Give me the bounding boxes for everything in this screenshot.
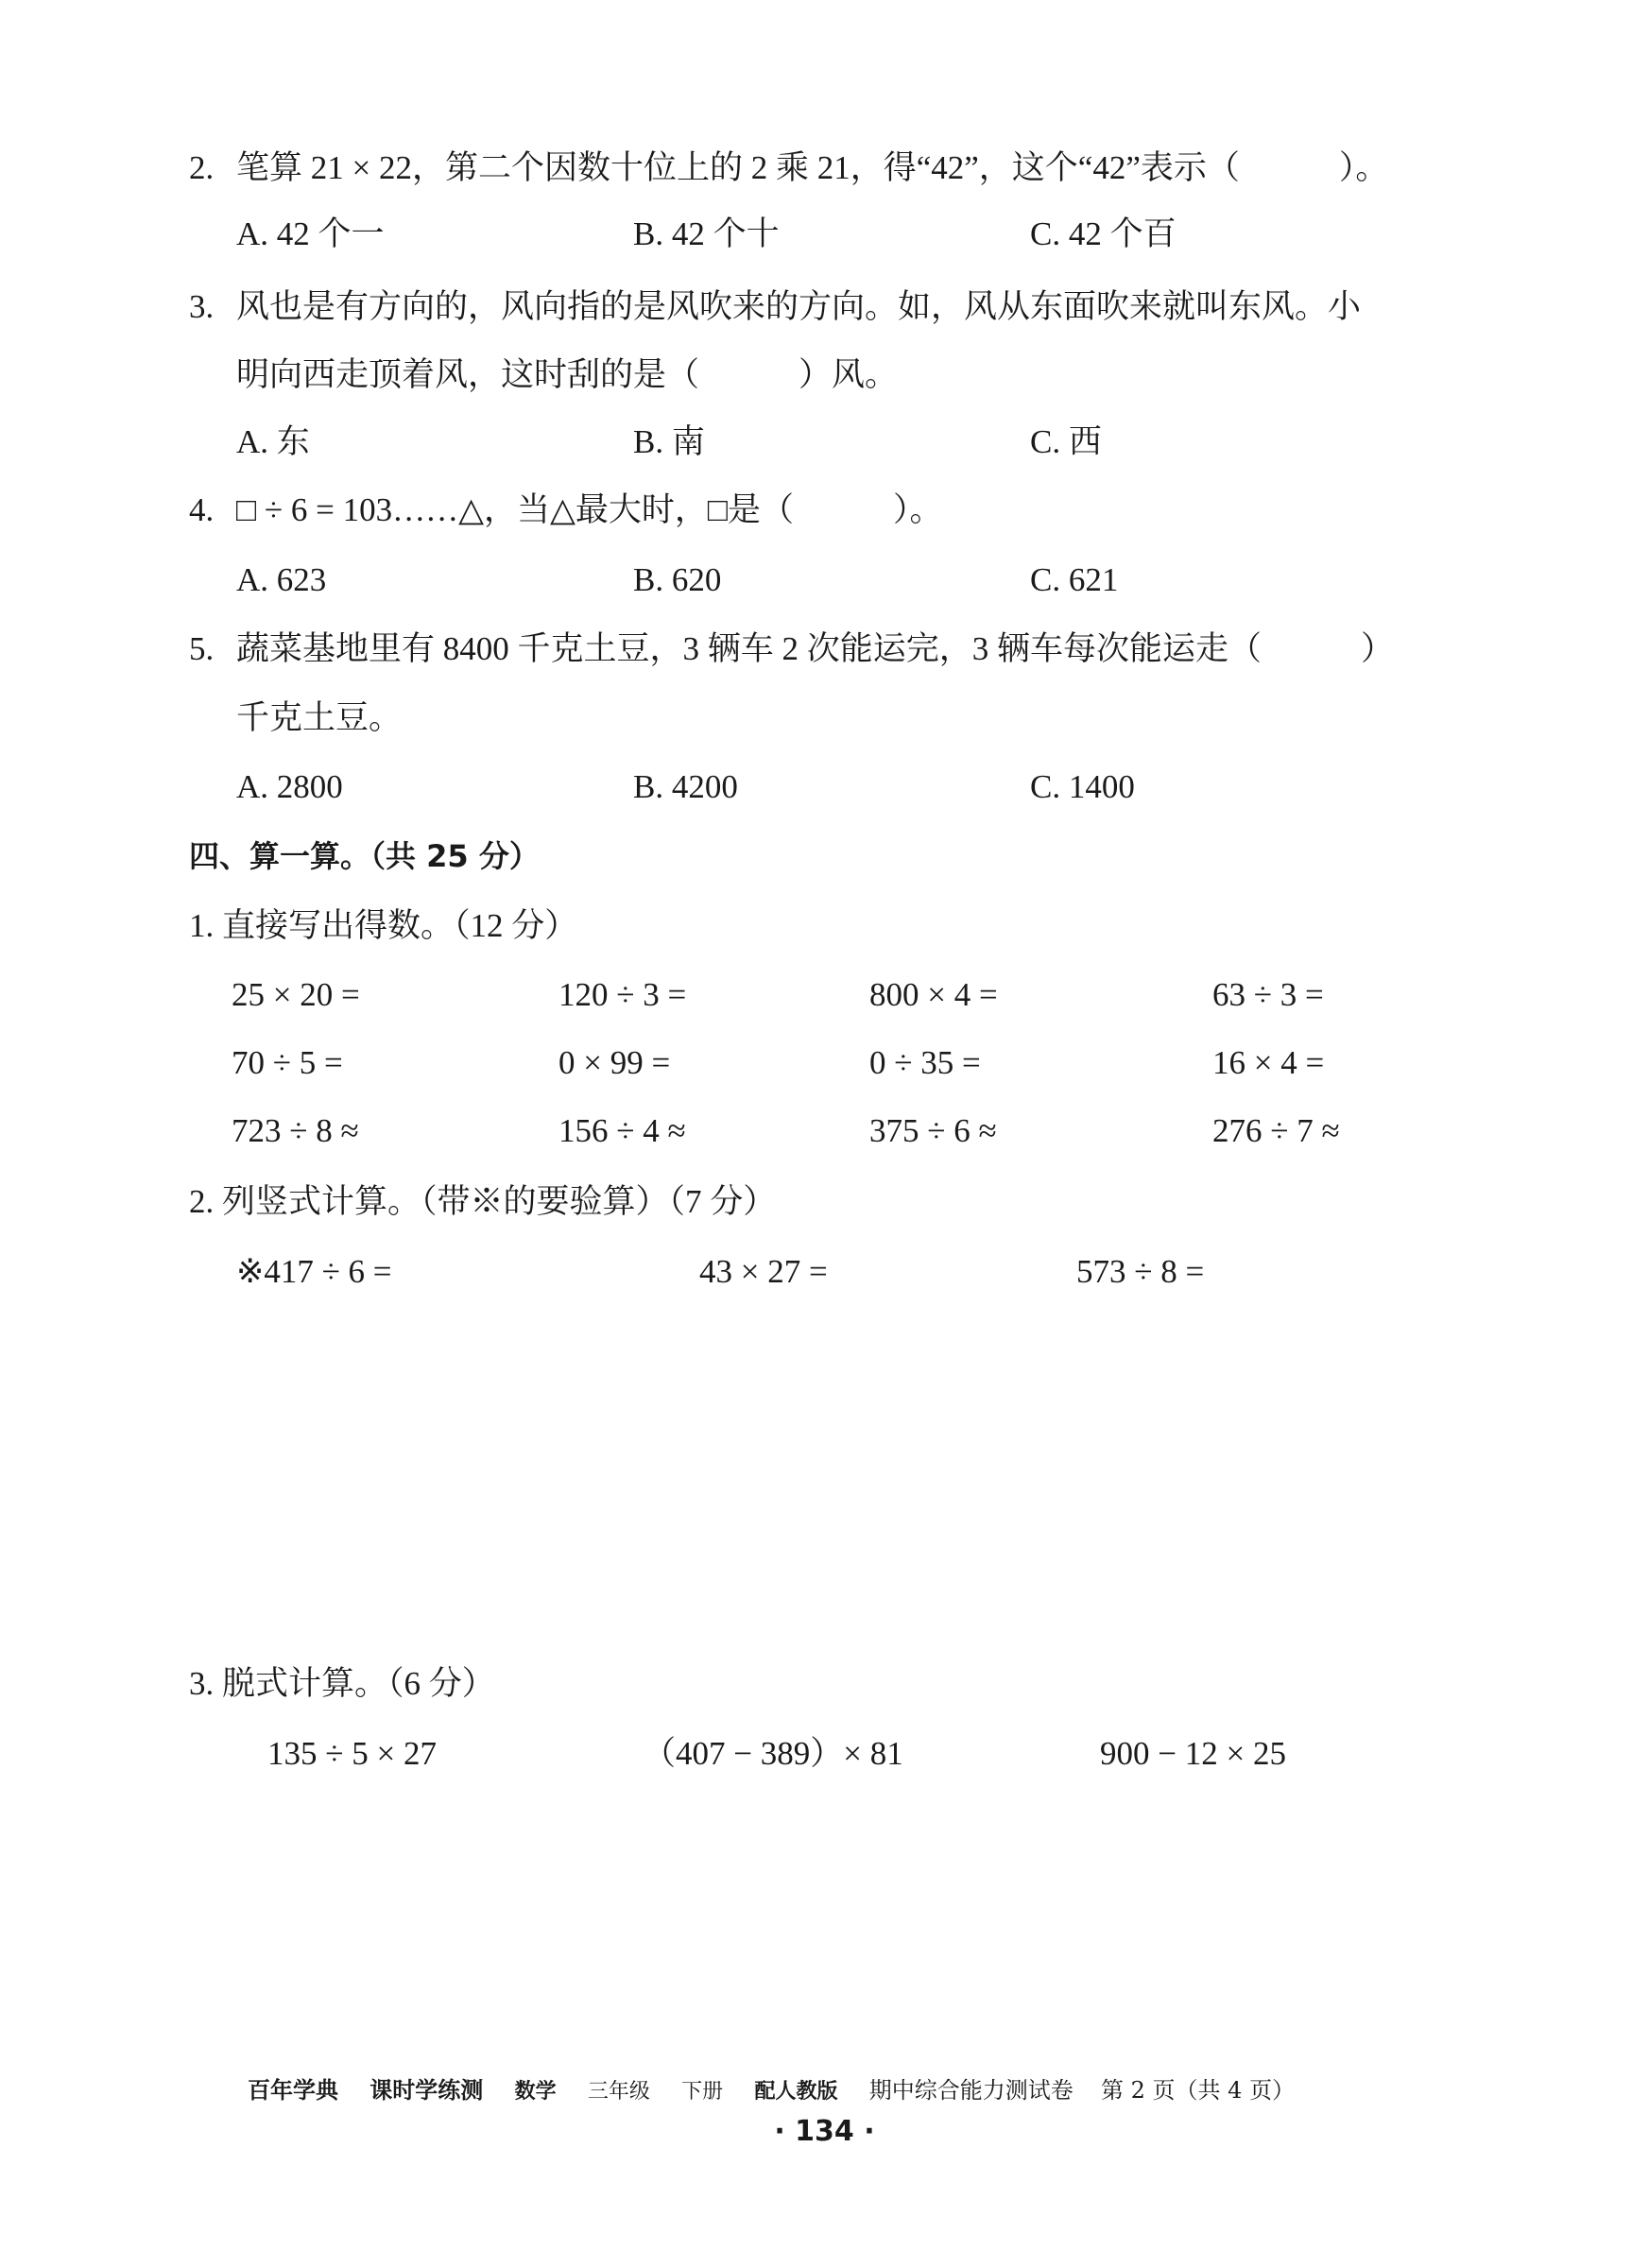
- question-3-option-a: A. 东: [236, 423, 310, 460]
- footer-page-info: 第 2 页（共 4 页）: [1101, 2077, 1296, 2104]
- question-2-option-b: B. 42 个十: [633, 215, 780, 252]
- footer-brand: 百年学典: [248, 2077, 338, 2104]
- mental-calc-r2c3: 0 ÷ 35 =: [869, 1044, 981, 1081]
- question-3-text-line2: 明向西走顶着风，这时刮的是（ ）风。: [236, 356, 899, 393]
- question-2-number: 2.: [189, 149, 215, 186]
- part-2-title: 2. 列竖式计算。（带※的要验算）（7 分）: [189, 1183, 777, 1220]
- question-4-option-c: C. 621: [1030, 561, 1119, 598]
- question-3-option-b: B. 南: [633, 423, 705, 460]
- question-2-text: 笔算 21 × 22，第二个因数十位上的 2 乘 21，得“42”，这个“42”表示（ ）。: [236, 149, 1389, 186]
- mental-calc-r2c2: 0 × 99 =: [558, 1044, 671, 1081]
- question-3-text-line1: 风也是有方向的，风向指的是风吹来的方向。如，风从东面吹来就叫东风。小: [236, 288, 1362, 325]
- question-5-number: 5.: [189, 630, 215, 667]
- question-5-option-c: C. 1400: [1030, 768, 1135, 805]
- section-4-title: 四、算一算。（共 25 分）: [189, 838, 540, 874]
- question-5-text-line1: 蔬菜基地里有 8400 千克土豆，3 辆车 2 次能运完，3 辆车每次能运走（ ）: [236, 630, 1395, 667]
- footer-subject: 数学: [514, 2079, 557, 2104]
- question-5-text-line2: 千克土豆。: [236, 699, 403, 736]
- part-1-title: 1. 直接写出得数。（12 分）: [189, 907, 578, 944]
- question-3-number: 3.: [189, 288, 215, 325]
- mental-calc-r3c2: 156 ÷ 4 ≈: [558, 1112, 686, 1149]
- mental-calc-r3c4: 276 ÷ 7 ≈: [1212, 1112, 1340, 1149]
- question-4-option-a: A. 623: [236, 561, 327, 598]
- question-4-option-b: B. 620: [633, 561, 722, 598]
- footer-series: 课时学练测: [369, 2077, 484, 2104]
- vertical-calc-3: 573 ÷ 8 =: [1076, 1253, 1205, 1290]
- question-5-option-a: A. 2800: [236, 768, 343, 805]
- footer-volume: 下册: [681, 2080, 724, 2104]
- stepwise-calc-1: 135 ÷ 5 × 27: [267, 1735, 437, 1772]
- mental-calc-r2c1: 70 ÷ 5 =: [232, 1044, 343, 1081]
- page-number: · 134 ·: [774, 2115, 875, 2148]
- mental-calc-r3c3: 375 ÷ 6 ≈: [869, 1112, 997, 1149]
- question-5-option-b: B. 4200: [633, 768, 738, 805]
- question-3-option-c: C. 西: [1030, 423, 1102, 460]
- footer-paper: 期中综合能力测试卷: [868, 2077, 1074, 2104]
- vertical-calc-1: ※417 ÷ 6 =: [236, 1253, 392, 1290]
- footer-edition: 配人教版: [754, 2079, 838, 2104]
- question-4-text: □ ÷ 6 = 103……△，当△最大时，□是（ ）。: [236, 491, 943, 528]
- footer-grade: 三年级: [587, 2080, 650, 2104]
- mental-calc-r1c2: 120 ÷ 3 =: [558, 976, 687, 1013]
- question-4-number: 4.: [189, 491, 215, 528]
- stepwise-calc-2: （407 − 389）× 81: [643, 1735, 903, 1772]
- mental-calc-r1c4: 63 ÷ 3 =: [1212, 976, 1324, 1013]
- question-2-option-c: C. 42 个百: [1030, 215, 1177, 252]
- question-2-option-a: A. 42 个一: [236, 215, 385, 252]
- vertical-calc-2: 43 × 27 =: [699, 1253, 828, 1290]
- part-3-title: 3. 脱式计算。（6 分）: [189, 1665, 495, 1702]
- mental-calc-r1c1: 25 × 20 =: [232, 976, 360, 1013]
- mental-calc-r3c1: 723 ÷ 8 ≈: [232, 1112, 359, 1149]
- mental-calc-r1c3: 800 × 4 =: [869, 976, 998, 1013]
- mental-calc-r2c4: 16 × 4 =: [1212, 1044, 1325, 1081]
- stepwise-calc-3: 900 − 12 × 25: [1100, 1735, 1286, 1772]
- footer-line: [248, 2075, 1295, 2107]
